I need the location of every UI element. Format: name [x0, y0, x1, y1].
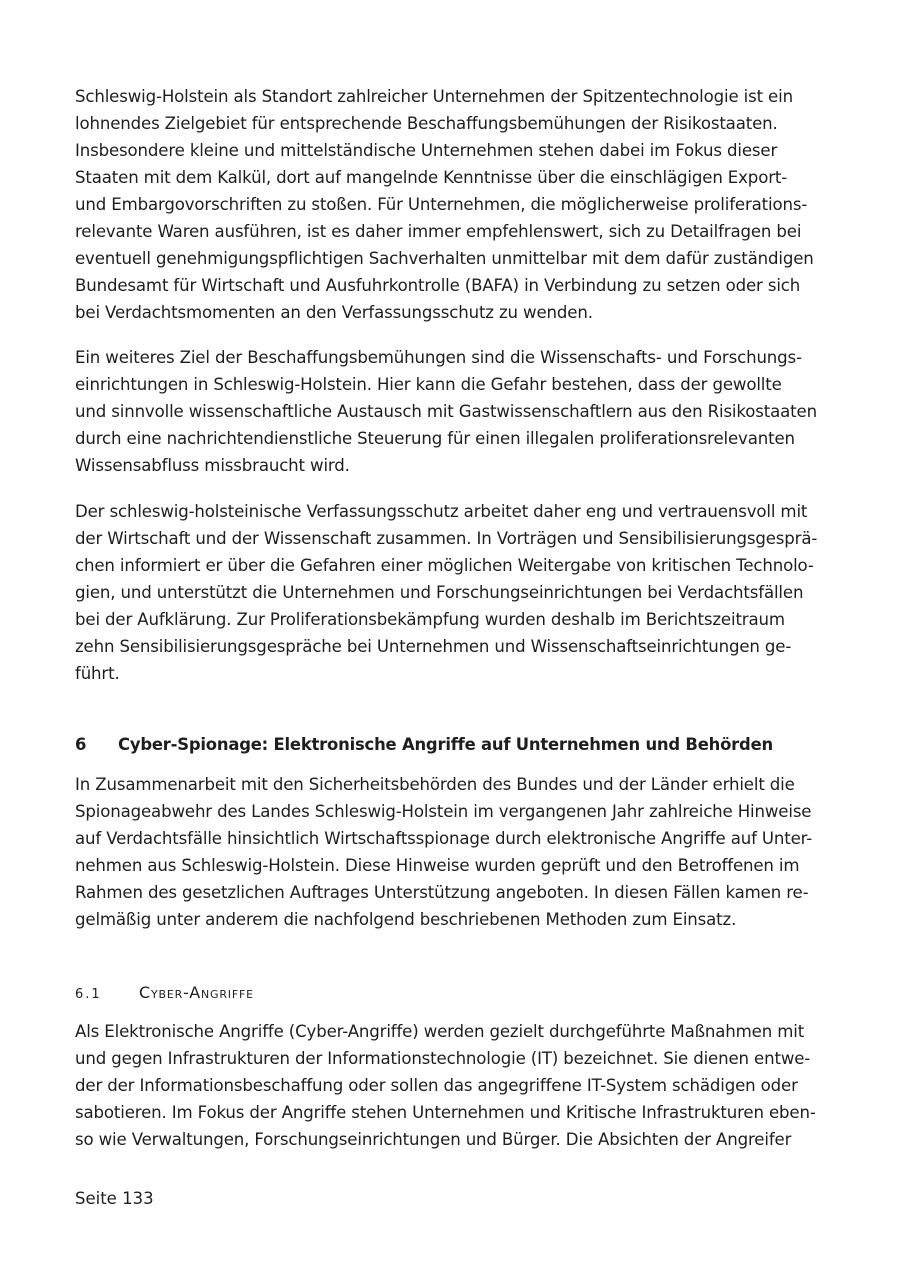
- text-line: Bundesamt für Wirtschaft und Ausfuhrkontrolle (BAFA) in Verbindung zu setzen oder sich: [75, 276, 801, 295]
- text-line: der Wirtschaft und der Wissenschaft zusammen. In Vorträgen und Sensibilisierungsgesprä-: [75, 529, 818, 548]
- text-line: relevante Waren ausführen, ist es daher immer empfehlenswert, sich zu Detailfragen bei: [75, 222, 802, 241]
- text-line: und sinnvolle wissenschaftliche Austausch mit Gastwissenschaftlern aus den Risikostaaten: [75, 402, 817, 421]
- subsection-title: Cyber-Angriffe: [139, 983, 254, 1002]
- text-line: bei Verdachtsmomenten an den Verfassungsschutz zu wenden.: [75, 303, 593, 322]
- text-line: Ein weiteres Ziel der Beschaffungsbemühungen sind die Wissenschafts- und Forschungs-: [75, 348, 802, 367]
- subsection-heading: [75, 979, 254, 1008]
- text-line: gelmäßig unter anderem die nachfolgend beschriebenen Methoden zum Einsatz.: [75, 910, 737, 929]
- text-line: Spionageabwehr des Landes Schleswig-Holstein im vergangenen Jahr zahlreiche Hinweise: [75, 802, 812, 821]
- text-line: sabotieren. Im Fokus der Angriffe stehen Unternehmen und Kritische Infrastrukturen eben-: [75, 1103, 816, 1122]
- text-line: der der Informationsbeschaffung oder sollen das angegriffene IT-System schädigen oder: [75, 1076, 798, 1095]
- text-line: gien, und unterstützt die Unternehmen und Forschungseinrichtungen bei Verdachtsfällen: [75, 583, 804, 602]
- section-heading: [75, 731, 773, 758]
- text-line: chen informiert er über die Gefahren einer möglichen Weitergabe von kritischen Technolo-: [75, 556, 814, 575]
- page-number: Seite 133: [75, 1189, 154, 1208]
- text-line: lohnendes Zielgebiet für entsprechende Beschaffungsbemühungen der Risikostaaten.: [75, 114, 778, 133]
- text-line: Rahmen des gesetzlichen Auftrages Unterstützung angeboten. In diesen Fällen kamen re-: [75, 883, 809, 902]
- text-line: Als Elektronische Angriffe (Cyber-Angriffe) werden gezielt durchgeführte Maßnahmen mit: [75, 1022, 805, 1041]
- text-line: auf Verdachtsfälle hinsichtlich Wirtschaftsspionage durch elektronische Angriffe auf Unter-: [75, 829, 813, 848]
- text-line: Staaten mit dem Kalkül, dort auf mangelnde Kenntnisse über die einschlägigen Export-: [75, 168, 788, 187]
- text-line: Wissensabfluss missbraucht wird.: [75, 456, 350, 475]
- text-line: bei der Aufklärung. Zur Proliferationsbekämpfung wurden deshalb im Berichtszeitraum: [75, 610, 785, 629]
- section-title: Cyber-Spionage: Elektronische Angriffe auf Unternehmen und Behörden: [118, 735, 773, 754]
- text-line: einrichtungen in Schleswig-Holstein. Hier kann die Gefahr bestehen, dass der gewollte: [75, 375, 782, 394]
- text-line: eventuell genehmigungspflichtigen Sachverhalten unmittelbar mit dem dafür zuständigen: [75, 249, 814, 268]
- text-line: und Embargovorschriften zu stoßen. Für Unternehmen, die möglicherweise proliferations-: [75, 195, 808, 214]
- text-line: Schleswig-Holstein als Standort zahlreicher Unternehmen der Spitzentechnologie ist ein: [75, 87, 793, 106]
- text-line: nehmen aus Schleswig-Holstein. Diese Hinweise wurden geprüft und den Betroffenen im: [75, 856, 800, 875]
- text-line: so wie Verwaltungen, Forschungseinrichtungen und Bürger. Die Absichten der Angreifer: [75, 1130, 792, 1149]
- text-line: und gegen Infrastrukturen der Informationstechnologie (IT) bezeichnet. Sie dienen entwe-: [75, 1049, 811, 1068]
- text-line: zehn Sensibilisierungsgespräche bei Unternehmen und Wissenschaftseinrichtungen ge-: [75, 637, 792, 656]
- text-line: In Zusammenarbeit mit den Sicherheitsbehörden des Bundes und der Länder erhielt die: [75, 775, 795, 794]
- text-line: Insbesondere kleine und mittelständische Unternehmen stehen dabei im Fokus dieser: [75, 141, 778, 160]
- section-number: 6: [75, 735, 87, 754]
- subsection-number: 6.1: [75, 987, 102, 1002]
- text-line: führt.: [75, 664, 120, 683]
- text-line: Der schleswig-holsteinische Verfassungsschutz arbeitet daher eng und vertrauensvoll mit: [75, 502, 808, 521]
- text-line: durch eine nachrichtendienstliche Steuerung für einen illegalen proliferationsrelevanten: [75, 429, 795, 448]
